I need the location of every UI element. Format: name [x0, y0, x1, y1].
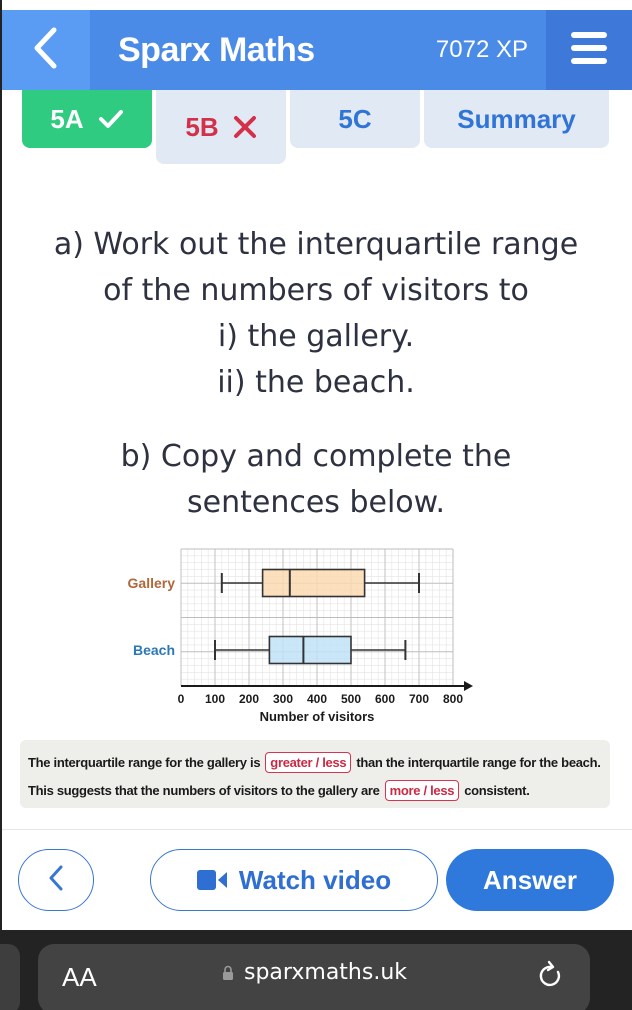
app-title: Sparx Maths — [118, 30, 315, 69]
iqr-comparison-choice[interactable]: greater / less — [265, 752, 351, 773]
chevron-left-icon — [48, 864, 64, 896]
tab-5c[interactable] — [290, 90, 420, 148]
hamburger-menu-icon — [570, 31, 608, 69]
sentence-text: The interquartile range for the gallery is — [28, 754, 261, 770]
check-icon — [98, 108, 124, 130]
sentence-text: This suggests that the numbers of visitors to the gallery are — [28, 782, 380, 798]
header-back-button[interactable] — [0, 10, 90, 90]
svg-text:600: 600 — [374, 692, 396, 706]
question-tabs — [0, 90, 632, 170]
box-plot-chart — [120, 545, 500, 730]
watch-video-button[interactable] — [150, 849, 438, 911]
sentence-line-1 — [28, 748, 602, 776]
svg-text:800: 800 — [442, 692, 464, 706]
question-line: i) the gallery. — [217, 319, 415, 354]
text-size-button[interactable] — [62, 962, 97, 993]
svg-text:700: 700 — [408, 692, 430, 706]
question-line: a) Work out the interquartile range — [53, 227, 579, 262]
text-size-label: AA — [62, 962, 97, 992]
video-camera-icon — [197, 869, 227, 891]
svg-text:Beach: Beach — [132, 642, 175, 658]
reload-button[interactable] — [538, 960, 564, 994]
xp-counter: 7072 XP — [435, 36, 528, 63]
question-line: ii) the beach. — [217, 365, 415, 400]
svg-text:100: 100 — [204, 692, 226, 706]
svg-text:Number of visitors: Number of visitors — [259, 709, 375, 724]
svg-text:500: 500 — [340, 692, 362, 706]
tab-5b[interactable] — [156, 90, 286, 164]
menu-button[interactable] — [546, 10, 632, 90]
browser-toolbar — [0, 930, 632, 1010]
watch-video-label: Watch video — [238, 864, 392, 895]
question-line: of the numbers of visitors to — [103, 273, 529, 308]
sentence-line-2 — [28, 776, 602, 804]
divider — [0, 829, 632, 830]
reload-icon — [538, 975, 564, 994]
svg-text:400: 400 — [306, 692, 328, 706]
url-field[interactable] — [222, 960, 407, 985]
tab-label: 5B — [185, 111, 219, 142]
app-header — [0, 10, 632, 90]
tab-label: 5A — [50, 103, 84, 134]
tab-label: 5C — [338, 103, 372, 134]
question-line: sentences below. — [187, 485, 445, 520]
svg-text:Gallery: Gallery — [127, 575, 175, 591]
cross-icon — [233, 115, 257, 139]
status-bar — [0, 0, 632, 10]
box-plot-svg — [120, 545, 500, 730]
sentence-text: than the interquartile range for the beach. — [356, 754, 601, 770]
sentence-panel — [20, 740, 610, 808]
consistency-choice[interactable]: more / less — [385, 780, 460, 801]
tab-summary[interactable] — [424, 90, 609, 148]
sentence-text: consistent. — [464, 782, 530, 798]
question-text — [0, 222, 632, 526]
url-text: sparxmaths.uk — [244, 960, 408, 985]
previous-button[interactable] — [18, 849, 94, 911]
chevron-left-icon — [32, 26, 58, 74]
tab-5a[interactable] — [22, 90, 152, 148]
previous-tab-edge[interactable] — [0, 944, 20, 1010]
svg-text:0: 0 — [177, 692, 185, 706]
question-line: b) Copy and complete the — [120, 439, 512, 474]
screen-edge — [0, 0, 2, 930]
tab-label: Summary — [457, 103, 576, 134]
answer-button[interactable]: Answer — [446, 849, 614, 911]
svg-text:300: 300 — [272, 692, 294, 706]
lock-icon — [222, 965, 234, 981]
svg-text:200: 200 — [238, 692, 260, 706]
